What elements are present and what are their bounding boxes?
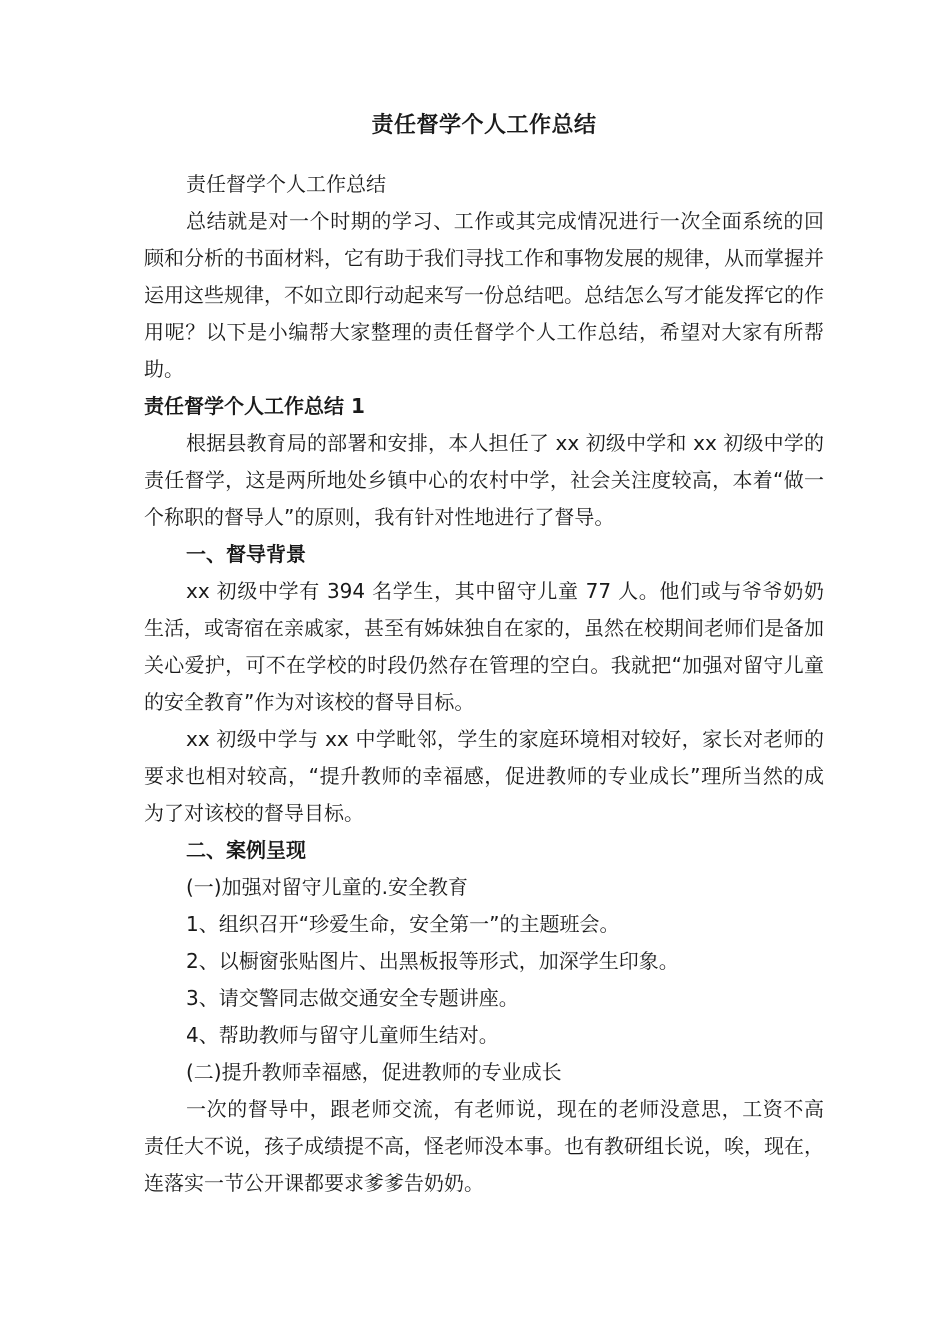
paragraph: 一次的督导中，跟老师交流，有老师说，现在的老师没意思，工资不高责任大不说，孩子成绩提不高，怪老师没本事。也有教研组长说，唉，现在，连落实一节公开课都要求爹爹告奶奶。 [144,1097,824,1195]
paragraph: 责任督学个人工作总结 [186,172,386,196]
paragraph: 总结就是对一个时期的学习、工作或其完成情况进行一次全面系统的回顾和分析的书面材料，它有助于我们寻找工作和事物发展的规律，从而掌握并运用这些规律，不如立即行动起来写一份总结吧。总结怎么写才能发挥它的作用呢？以下是小编帮大家整理的责任督学个人工作总结，希望对大家有所帮助。 [144,209,824,381]
document-page [144,108,824,1202]
paragraph: xx 初级中学与 xx 中学毗邻，学生的家庭环境相对较好，家长对老师的要求也相对较高，“提升教师的幸福感，促进教师的专业成长”理所当然的成为了对该校的督导目标。 [144,727,824,825]
paragraph: (二)提升教师幸福感，促进教师的专业成长 [186,1060,562,1084]
list-item: 1、组织召开“珍爱生命，安全第一”的主题班会。 [186,912,620,936]
document-body [144,166,824,1202]
list-item: 4、帮助教师与留守儿童师生结对。 [186,1023,499,1047]
paragraph: 根据县教育局的部署和安排，本人担任了 xx 初级中学和 xx 初级中学的责任督学，这是两所地处乡镇中心的农村中学，社会关注度较高，本着“做一个称职的督导人”的原则，我有针对性地进行了督导。 [144,431,824,529]
subsection-heading: 一、督导背景 [186,542,306,566]
list-item: 3、请交警同志做交通安全专题讲座。 [186,986,519,1010]
subsection-heading: 二、案例呈现 [186,838,306,862]
section-heading: 责任督学个人工作总结 1 [144,394,365,418]
paragraph: (一)加强对留守儿童的.安全教育 [186,875,468,899]
list-item: 2、以橱窗张贴图片、出黑板报等形式，加深学生印象。 [186,949,679,973]
document-title: 责任督学个人工作总结 [371,113,597,138]
paragraph: xx 初级中学有 394 名学生，其中留守儿童 77 人。他们或与爷爷奶奶生活，或寄宿在亲戚家，甚至有姊妹独自在家的，虽然在校期间老师们是备加关心爱护，可不在学校的时段仍然存在管理的空白。我就把“加强对留守儿童的安全教育”作为对该校的督导目标。 [144,579,824,714]
